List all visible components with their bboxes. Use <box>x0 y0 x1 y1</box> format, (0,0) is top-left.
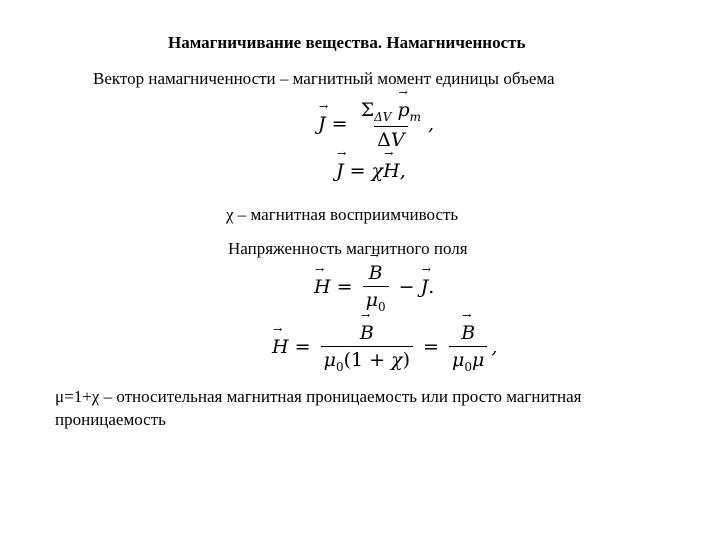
susceptibility-definition: χ – магнитная восприимчивость <box>226 205 459 224</box>
permeability-definition: μ=1+χ – относительная магнитная проницаемость или просто магнитная <box>55 387 582 406</box>
slide-title: Намагничивание вещества. Намагниченность <box>168 33 526 52</box>
magnetization-definition: Вектор намагниченности – магнитный момент единицы объема <box>93 69 555 88</box>
formula-magnetization-chi: → J = χ→ H, <box>336 160 406 182</box>
formula-field-strength-mu: → H = → $\frac{B}{\mu_0(1 + \chi)}$ = → $\frac{B}{\mu_0\mu}$ , <box>272 322 497 374</box>
permeability-definition-continued: проницаемость <box>55 410 166 429</box>
field-strength-heading: Напряженность магнитного поля <box>228 239 468 258</box>
formula-field-strength: → H = → $\frac{B}{\mu_0}$ − → J. <box>314 262 434 314</box>
formula-magnetization-vector: → J = $\frac{\Sigma_{\Delta V} \to p_m}{\Delta V}$ , <box>318 99 434 151</box>
